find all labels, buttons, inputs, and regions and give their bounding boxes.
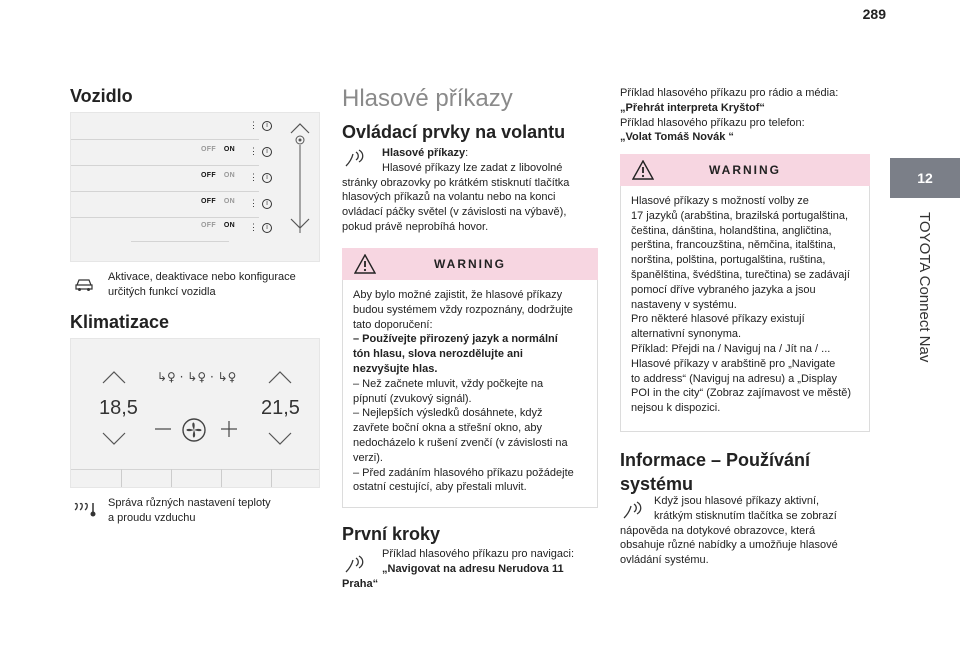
- temp-right: 21,5: [261, 397, 300, 419]
- climate-description: Správa různých nastavení teploty a proudu vzduchu: [108, 497, 271, 524]
- warning-body-2: Hlasové příkazy s možností volby ze 17 jazyků (arabština, brazilská portugalština, čeština, dánština, holandština, angličtina, perština, francouzština, němčina, italština, norština, polština, portugalština, ruština, španělština, švédština, turečtina) se zadávají pomocí dříve vybraného jazyka a jsou nastaveny v systému. Pro některé hlasové příkazy existují alternativní synonyma. Příklad: Přejdi na / Naviguj na / Jít na / ... Hlasové příkazy v arabštině pro „Navigate to address“ (Naviguj na adresu) a „Display POI in the city“ (Zobraz zajímavost ve městě) nejsou k dispozici.: [620, 186, 870, 432]
- info-icon: i: [262, 121, 272, 131]
- first-steps-text: Příklad hlasového příkazu pro navigaci: „Navigovat na adresu Nerudova 11 Praha“: [342, 548, 574, 590]
- warning-banner-1: [342, 248, 598, 280]
- vehicle-heading: Vozidlo: [70, 86, 133, 106]
- info-icon: i: [262, 173, 272, 183]
- fan-minus-icon[interactable]: [155, 427, 171, 431]
- info-text: Když jsou hlasové příkazy aktivní, krátkým stisknutím tlačítka se zobrazí nápověda na dotykové obrazovce, která obsahuje různé nabídky a umožňuje hlasové ovládání systému.: [620, 495, 838, 567]
- row-menu-2: ⋮ i: [249, 146, 272, 157]
- temp-down-right-icon[interactable]: [267, 431, 293, 447]
- info-heading: Informace – Používání systému: [620, 450, 811, 494]
- fan-plus-icon[interactable]: [221, 421, 237, 437]
- voice-title: Hlasové příkazy: [342, 85, 513, 112]
- row-menu-1: ⋮ i: [249, 120, 272, 131]
- toggle-2[interactable]: OFF ON: [201, 172, 236, 179]
- row-menu-5: ⋮ i: [249, 222, 272, 233]
- row-menu-3: ⋮ i: [249, 172, 272, 183]
- climate-screen-illustration: [70, 338, 320, 488]
- info-icon: i: [262, 147, 272, 157]
- temp-left: 18,5: [99, 397, 138, 419]
- chapter-title: [905, 212, 945, 392]
- toggle-1[interactable]: OFF ON: [201, 146, 236, 153]
- scroll-up-icon[interactable]: [289, 121, 311, 135]
- warning-body-1: Aby bylo možné zajistit, že hlasové příkazy budou systémem vždy rozpoznány, dodržujte tato doporučení: – Používejte přirozený jazyk a normální tón hlasu, slova nerozdělujte ani nezvyšujte hlas. – Než začnete mluvit, vždy počkejte na pípnutí (zvukový signál). – Nejlepších výsledků dosáhnete, když zavřete boční okna a střešní okno, aby nedocházelo k rušení zvenčí (v závislosti na verzi). – Před zadáním hlasového příkazu požádejte ostatní cestující, aby přestali mluvit.: [342, 280, 598, 508]
- car-icon: [74, 276, 94, 292]
- toggle-4[interactable]: OFF ON: [201, 222, 236, 229]
- warning-label: WARNING: [709, 163, 781, 177]
- row-menu-4: ⋮ i: [249, 198, 272, 209]
- airflow-modes-icon[interactable]: [157, 367, 237, 387]
- temp-up-left-icon[interactable]: [101, 369, 127, 385]
- page-number: 289: [862, 6, 886, 22]
- chapter-title-text: TOYOTA Connect Nav: [916, 212, 933, 363]
- chapter-sidebar: [890, 0, 960, 649]
- vehicle-description: Aktivace, deaktivace nebo konfigurace určitých funkcí vozidla: [108, 271, 296, 298]
- warning-banner-2: [620, 154, 870, 186]
- first-steps-heading: První kroky: [342, 524, 441, 544]
- toggle-3[interactable]: OFF ON: [201, 198, 236, 205]
- info-icon: i: [262, 223, 272, 233]
- command-examples: Příklad hlasového příkazu pro rádio a média: „Přehrát interpreta Kryštof“ Příklad hlasového příkazu pro telefon: „Volat Tomáš Novák “: [620, 87, 839, 144]
- temp-up-right-icon[interactable]: [267, 369, 293, 385]
- chapter-tab[interactable]: 12: [890, 158, 960, 198]
- controls-heading: Ovládací prvky na volantu: [342, 122, 566, 142]
- voice-intro: Hlasové příkazy: Hlasové příkazy lze zadat z libovolné stránky obrazovky po krátkém stisknutí tlačítka hlasových příkazů na volantu nebo na konci ovládací páčky světel (v závislosti na výbavě), pokud právě neprobíhá hovor.: [342, 147, 570, 233]
- vehicle-screen-illustration: [70, 112, 320, 262]
- svg-text:↳♀ · ↳♀ · ↳♀: ↳♀ · ↳♀ · ↳♀: [157, 370, 237, 384]
- climate-icon: [72, 500, 98, 518]
- climate-heading: Klimatizace: [70, 312, 170, 332]
- fan-icon: [181, 417, 207, 443]
- info-icon: i: [262, 199, 272, 209]
- warning-label: WARNING: [434, 257, 506, 271]
- temp-down-left-icon[interactable]: [101, 431, 127, 447]
- scroll-down-icon[interactable]: [289, 217, 311, 231]
